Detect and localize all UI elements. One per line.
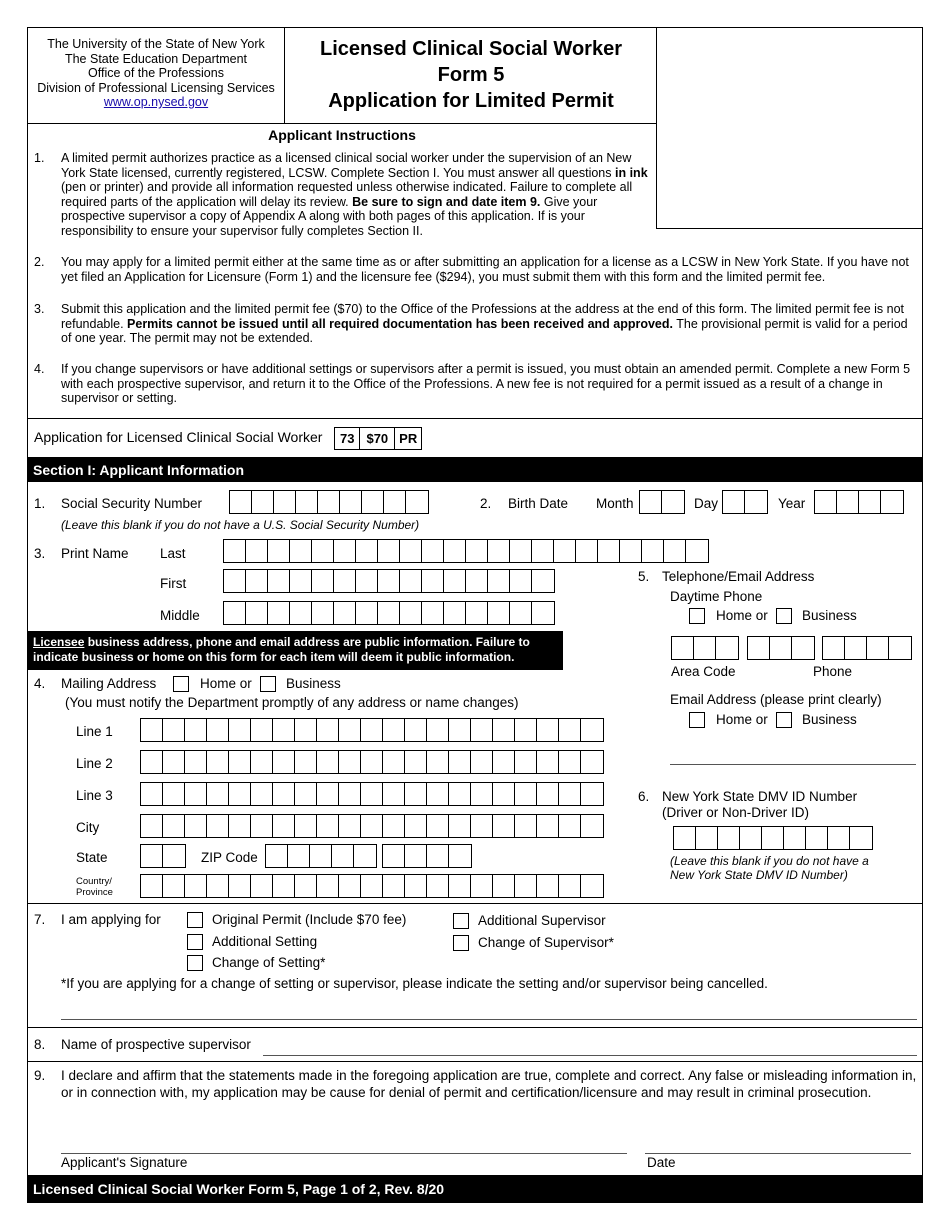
fee-code-boxes bbox=[334, 427, 422, 450]
birth-month-label: Month bbox=[596, 496, 634, 511]
instruction-text: A limited permit authorizes practice as a licensed clinical social worker under the supervision of an New York State licensed, currently registered, LCSW. Complete Section I. You must answer all questions in ink (pen or printer) and provide all information requested unless otherwise indicated. Failure to complete all required parts of the application will delay its review. Be sure to sign and date item 9. Give your prospective supervisor a copy of Appendix A along with both pages of this application. If is your responsibility to ensure your supervisor fully completes Section II. bbox=[61, 151, 648, 238]
birth-label: Birth Date bbox=[508, 496, 569, 511]
office-box-bottom-line bbox=[656, 228, 923, 229]
instruction-num: 1. bbox=[34, 151, 45, 165]
supervisor-label: Name of prospective supervisor bbox=[61, 1037, 251, 1052]
phone-num: 5. bbox=[638, 569, 650, 584]
state-input[interactable] bbox=[140, 844, 186, 868]
application-label: Application for Licensed Clinical Social Worker bbox=[34, 429, 323, 445]
daytime-phone-label: Daytime Phone bbox=[670, 589, 763, 604]
address-line2-label: Line 2 bbox=[76, 756, 113, 771]
instruction-num: 4. bbox=[34, 362, 45, 376]
birth-day-input[interactable] bbox=[722, 490, 768, 514]
agency-link[interactable]: www.op.nysed.gov bbox=[103, 95, 209, 109]
form-title-line: Form 5 bbox=[437, 64, 505, 86]
zip-input[interactable] bbox=[265, 844, 377, 868]
address-line2-input[interactable] bbox=[140, 750, 604, 774]
supervisor-input-line[interactable] bbox=[263, 1055, 917, 1056]
first-name-input[interactable] bbox=[223, 569, 555, 593]
email-business-label: Business bbox=[802, 712, 857, 727]
form-title bbox=[286, 36, 656, 114]
page-footer: Licensed Clinical Social Worker Form 5, Page 1 of 2, Rev. 8/20 bbox=[27, 1175, 923, 1203]
mailing-home-checkbox[interactable] bbox=[173, 676, 189, 692]
agency-line: Division of Professional Licensing Services bbox=[37, 80, 275, 95]
first-name-label: First bbox=[160, 576, 187, 591]
instruction-num: 2. bbox=[34, 255, 45, 269]
section-divider bbox=[27, 1061, 923, 1062]
instruction-num: 3. bbox=[34, 302, 45, 316]
section-divider bbox=[27, 1027, 923, 1028]
change-setting-checkbox[interactable] bbox=[187, 955, 203, 971]
city-label: City bbox=[76, 820, 100, 835]
applying-note: *If you are applying for a change of setting or supervisor, please indicate the setting and/or supervisor being cancelled. bbox=[61, 976, 768, 991]
birth-month-input[interactable] bbox=[639, 490, 685, 514]
email-home-checkbox[interactable] bbox=[689, 712, 705, 728]
additional-setting-checkbox[interactable] bbox=[187, 934, 203, 950]
email-label: Email Address (please print clearly) bbox=[670, 692, 882, 707]
birth-year-label: Year bbox=[778, 496, 806, 511]
agency-line: The University of the State of New York bbox=[47, 37, 265, 51]
city-input[interactable] bbox=[140, 814, 604, 838]
middle-name-label: Middle bbox=[160, 608, 200, 623]
dmv-note: (Leave this blank if you do not have a New York State DMV ID Number) bbox=[670, 854, 869, 882]
last-name-input[interactable] bbox=[223, 539, 709, 563]
change-supervisor-label: Change of Supervisor* bbox=[478, 935, 614, 950]
mailing-business-checkbox[interactable] bbox=[260, 676, 276, 692]
instruction-text: You may apply for a limited permit either at the same time as or after submitting an application for a license as a LCSW in New York State. If you have not yet filed an Application for Licensure (Form 1) and the licensure fee ($294), you must submit them with this form and the limited permit fee. bbox=[61, 255, 909, 284]
address-line1-input[interactable] bbox=[140, 718, 604, 742]
dmv-num: 6. bbox=[638, 789, 650, 804]
original-permit-label: Original Permit (Include $70 fee) bbox=[212, 912, 407, 927]
instruction-text: Submit this application and the limited permit fee ($70) to the Office of the Professions at the address at the end of this form. The limited permit fee is not refundable. Permits cannot be issued until all required documentation has been received and approved. The provisional permit is valid for a period of one year. The permit may not be extended. bbox=[61, 302, 908, 345]
signature-line[interactable] bbox=[61, 1153, 627, 1154]
phone-business-label: Business bbox=[802, 608, 857, 623]
dmv-id-input[interactable] bbox=[673, 826, 873, 850]
signature-label: Applicant's Signature bbox=[61, 1155, 188, 1170]
date-label: Date bbox=[647, 1155, 676, 1170]
supervisor-num: 8. bbox=[34, 1037, 46, 1052]
applying-label: I am applying for bbox=[61, 912, 161, 927]
form-title-line: Application for Limited Permit bbox=[328, 90, 614, 112]
change-setting-label: Change of Setting* bbox=[212, 955, 326, 970]
phone-business-checkbox[interactable] bbox=[776, 608, 792, 624]
agency-line: The State Education Department bbox=[64, 51, 248, 66]
mailing-home-label: Home or bbox=[200, 676, 252, 691]
dmv-sublabel: (Driver or Non-Driver ID) bbox=[662, 805, 810, 820]
mailing-note: (You must notify the Department promptly of any address or name changes) bbox=[65, 695, 519, 710]
fee-code: PR bbox=[399, 431, 418, 446]
address-line3-input[interactable] bbox=[140, 782, 604, 806]
mailing-business-label: Business bbox=[286, 676, 341, 691]
state-label: State bbox=[76, 850, 108, 865]
form-title-line: Licensed Clinical Social Worker bbox=[320, 38, 622, 60]
country-label: Country/ Province bbox=[76, 876, 113, 898]
section-divider bbox=[27, 903, 923, 904]
name-label: Print Name bbox=[61, 546, 129, 561]
additional-supervisor-checkbox[interactable] bbox=[453, 913, 469, 929]
email-input-line[interactable] bbox=[670, 764, 916, 765]
birth-year-input[interactable] bbox=[814, 490, 904, 514]
birth-num: 2. bbox=[480, 496, 492, 511]
middle-name-input[interactable] bbox=[223, 601, 555, 625]
zip-extension-input[interactable] bbox=[382, 844, 472, 868]
applying-num: 7. bbox=[34, 912, 46, 927]
ssn-num: 1. bbox=[34, 496, 46, 511]
dmv-label: New York State DMV ID Number bbox=[662, 789, 858, 804]
fee-code: 73 bbox=[335, 428, 360, 449]
email-home-label: Home or bbox=[716, 712, 768, 727]
cancelled-input-line[interactable] bbox=[61, 1019, 917, 1020]
instructions-bottom-line bbox=[27, 418, 923, 419]
header-divider-1 bbox=[284, 27, 285, 123]
instructions-heading: Applicant Instructions bbox=[268, 127, 416, 143]
phone-label: Telephone/Email Address bbox=[662, 569, 815, 584]
instruction-text: If you change supervisors or have additional settings or supervisors after a permit is issued, you must obtain an amended permit. Complete a new Form 5 with each prospective supervisor, and return it to the Office of the Professions. A new fee is not required for a permit issued as a result of a change in supervisor or setting. bbox=[61, 362, 911, 405]
ssn-input[interactable] bbox=[229, 490, 429, 514]
area-code-label: Area Code bbox=[671, 664, 736, 679]
phone-line-input[interactable] bbox=[822, 636, 912, 660]
mailing-num: 4. bbox=[34, 676, 46, 691]
phone-home-label: Home or bbox=[716, 608, 768, 623]
country-input[interactable] bbox=[140, 874, 604, 898]
ssn-label: Social Security Number bbox=[61, 496, 203, 511]
public-info-notice: Licensee business address, phone and email address are public information. Failure to indicate business or home on this form for each item will deem it public information. bbox=[27, 631, 563, 670]
area-code-input[interactable] bbox=[671, 636, 739, 660]
agency-block bbox=[30, 37, 282, 110]
change-supervisor-checkbox[interactable] bbox=[453, 935, 469, 951]
additional-supervisor-label: Additional Supervisor bbox=[478, 913, 606, 928]
address-line1-label: Line 1 bbox=[76, 724, 113, 739]
mailing-label: Mailing Address bbox=[61, 676, 157, 691]
address-line3-label: Line 3 bbox=[76, 788, 113, 803]
date-line[interactable] bbox=[645, 1153, 911, 1154]
ssn-note: (Leave this blank if you do not have a U.S. Social Security Number) bbox=[61, 518, 420, 532]
zip-label: ZIP Code bbox=[201, 850, 258, 865]
phone-home-checkbox[interactable] bbox=[689, 608, 705, 624]
agency-line: Office of the Professions bbox=[88, 66, 224, 80]
last-name-label: Last bbox=[160, 546, 186, 561]
header-bottom-line bbox=[27, 123, 657, 124]
original-permit-checkbox[interactable] bbox=[187, 912, 203, 928]
fee-code: $70 bbox=[360, 428, 395, 449]
phone-prefix-input[interactable] bbox=[747, 636, 815, 660]
section1-title: Section I: Applicant Information bbox=[27, 457, 923, 482]
phone-number-label: Phone bbox=[813, 664, 853, 679]
birth-day-label: Day bbox=[694, 496, 719, 511]
declaration-num: 9. bbox=[34, 1068, 46, 1083]
declaration-text: I declare and affirm that the statements made in the foregoing application are true, complete and correct. Any false or misleading information in, or in connection with, my application may be cause for denial of permit and certification/licensure and may result in criminal prosecution. bbox=[61, 1068, 917, 1100]
email-business-checkbox[interactable] bbox=[776, 712, 792, 728]
name-num: 3. bbox=[34, 546, 46, 561]
additional-setting-label: Additional Setting bbox=[212, 934, 318, 949]
